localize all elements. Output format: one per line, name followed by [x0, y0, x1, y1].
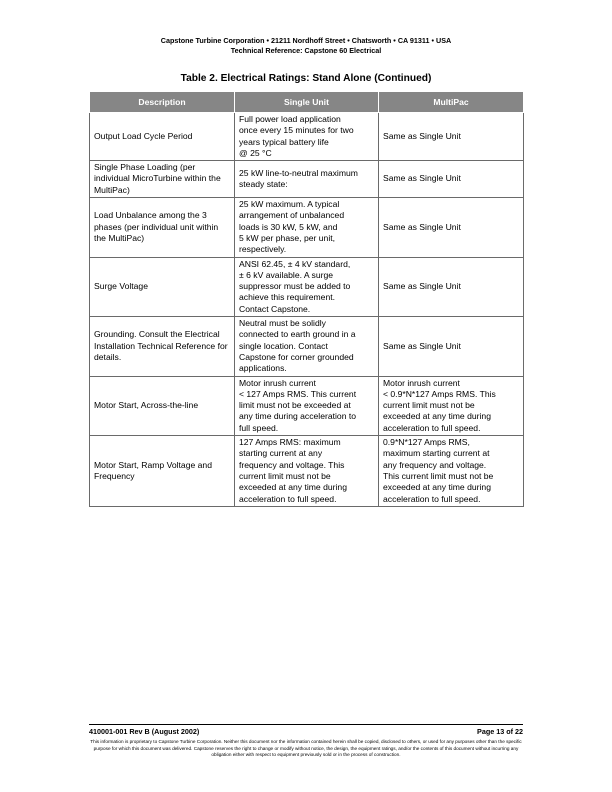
description-cell: Grounding. Consult the Electrical Installation Technical Reference for details.: [90, 317, 235, 376]
table-row: [90, 257, 524, 316]
description-cell: Load Unbalance among the 3 phases (per individual unit within the MultiPac): [90, 198, 235, 257]
description-cell: Output Load Cycle Period: [90, 113, 235, 161]
description-cell: Motor Start, Across-the-line: [90, 376, 235, 435]
single-unit-cell: 25 kW line-to-neutral maximum steady state:: [235, 161, 379, 198]
table-header-row: [90, 92, 524, 113]
table-row: [90, 436, 524, 507]
header-doc-title: Technical Reference: Capstone 60 Electrical: [230, 46, 382, 55]
footer-divider: [89, 724, 523, 725]
multipac-cell: Same as Single Unit: [379, 161, 524, 198]
header-single-unit: Single Unit: [235, 92, 379, 113]
proprietary-disclaimer: This information is proprietary to Capstone Turbine Corporation. Neither this document nor the information contained herein shall be copied, disclosed to others, or used for any purposes other than the specific purpose for which this document was delivered. Capstone reserves the right to change or modify without notice, the design, the equipment ratings, and/or the contents of this document without incurring any obligation either with respect to equipment previously sold or in the process of construction.: [90, 739, 522, 757]
header-company-line: Capstone Turbine Corporation • 21211 Nordhoff Street • Chatsworth • CA 91311 • USA: [160, 36, 452, 45]
document-number: 410001-001 Rev B (August 2002): [89, 727, 200, 736]
single-unit-cell: Motor inrush current < 127 Amps RMS. This current limit must not be exceeded at any time during acceleration to full speed.: [235, 376, 379, 435]
description-cell: Surge Voltage: [90, 257, 235, 316]
single-unit-cell: ANSI 62.45, ± 4 kV standard, ± 6 kV available. A surge suppressor must be added to achieve this requirement. Contact Capstone.: [235, 257, 379, 316]
multipac-cell: Same as Single Unit: [379, 257, 524, 316]
page-header: [0, 36, 612, 56]
multipac-cell: 0.9*N*127 Amps RMS, maximum starting current at any frequency and voltage. This current limit must not be exceeded at any time during acceleration to full speed.: [379, 436, 524, 507]
single-unit-cell: Neutral must be solidly connected to earth ground in a single location. Contact Capstone for corner grounded applications.: [235, 317, 379, 376]
table-row: [90, 198, 524, 257]
multipac-cell: Same as Single Unit: [379, 198, 524, 257]
header-description: Description: [90, 92, 235, 113]
single-unit-cell: Full power load application once every 15 minutes for two years typical battery life @ 25 °C: [235, 113, 379, 161]
table-row: [90, 113, 524, 161]
table-row: [90, 161, 524, 198]
electrical-ratings-table: [89, 91, 524, 507]
multipac-cell: Same as Single Unit: [379, 317, 524, 376]
description-cell: Motor Start, Ramp Voltage and Frequency: [90, 436, 235, 507]
table-title: Table 2. Electrical Ratings: Stand Alone (Continued): [180, 73, 432, 84]
single-unit-cell: 127 Amps RMS: maximum starting current at any frequency and voltage. This current limit must not be exceeded at any time during acceleration to full speed.: [235, 436, 379, 507]
header-multipac: MultiPac: [379, 92, 524, 113]
multipac-cell: Motor inrush current < 0.9*N*127 Amps RMS. This current limit must not be exceeded at any time during acceleration to full speed.: [379, 376, 524, 435]
table-row: [90, 376, 524, 435]
page-number: Page 13 of 22: [477, 727, 523, 736]
description-cell: Single Phase Loading (per individual MicroTurbine within the MultiPac): [90, 161, 235, 198]
table-row: [90, 317, 524, 376]
multipac-cell: Same as Single Unit: [379, 113, 524, 161]
single-unit-cell: 25 kW maximum. A typical arrangement of unbalanced loads is 30 kW, 5 kW, and 5 kW per phase, per unit, respectively.: [235, 198, 379, 257]
